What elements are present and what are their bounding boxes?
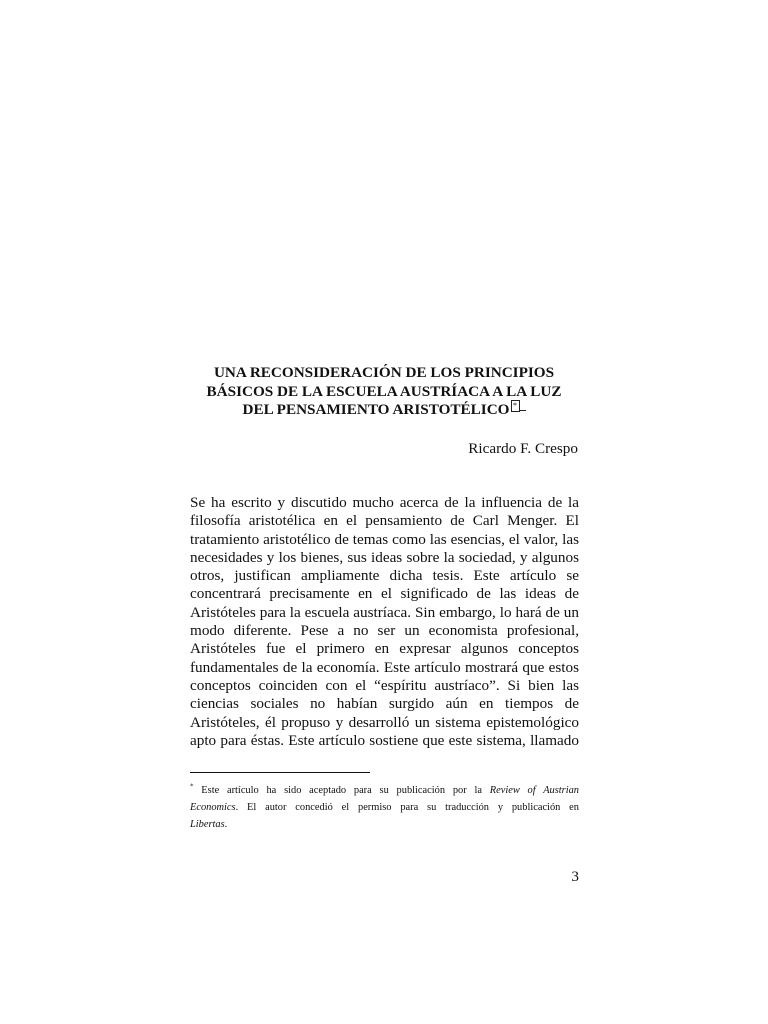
body-line: necesidades y los bienes, sus ideas sobre la sociedad, y algunos: [190, 548, 579, 566]
footnote-marker: *: [190, 782, 194, 791]
body-line: otros, justifican ampliamente dicha tesis. Este artículo se: [190, 567, 579, 585]
footnote: [190, 782, 579, 833]
title-line-3: [190, 401, 578, 420]
footnote-text: Este artículo ha sido aceptado para su publicación por la: [201, 785, 482, 796]
footnote-line-1: [190, 782, 579, 799]
article-title: [190, 364, 578, 420]
journal-name: Review of Austrian: [489, 785, 580, 796]
footnote-text: . El autor concedió el permiso para su traducción y publicación en: [235, 802, 579, 813]
footnote-text: .: [224, 819, 228, 830]
body-line: Aristóteles fue el primero en expresar algunos conceptos: [190, 640, 579, 658]
body-line: Aristóteles para la escuela austríaca. Sin embargo, lo hará de un: [190, 603, 579, 621]
footnote-separator: [190, 772, 370, 773]
body-line: filosofía aristotélica en el pensamiento de Carl Menger. El: [190, 512, 579, 530]
journal-name-end: Economics: [190, 802, 236, 813]
author-name: Ricardo F. Crespo: [468, 440, 578, 457]
publication-name: Libertas: [190, 819, 225, 830]
body-line: tratamiento aristotélico de temas como las esencias, el valor, las: [190, 530, 579, 548]
body-line: apto para éstas. Este artículo sostiene que este sistema, llamado: [190, 731, 579, 749]
body-paragraph: [190, 494, 579, 750]
body-line: Aristóteles, él propuso y desarrolló un sistema epistemológico: [190, 713, 579, 731]
body-line: fundamentales de la economía. Este artículo mostrará que estos: [190, 658, 579, 676]
body-line: ciencias sociales no habían surgido aún en tiempos de: [190, 695, 579, 713]
footnote-line-2: [190, 799, 579, 816]
title-line-3-text: DEL PENSAMIENTO ARISTOTÉLICO: [242, 401, 510, 418]
title-line-2: BÁSICOS DE LA ESCUELA AUSTRÍACA A LA LUZ: [206, 382, 562, 400]
body-line: Se ha escrito y discutido mucho acerca de la influencia de la: [190, 494, 579, 511]
page-number: 3: [571, 868, 579, 885]
text-cursor: [520, 400, 526, 411]
title-footnote-marker[interactable]: *: [511, 400, 520, 412]
body-line: conceptos coinciden con el “espíritu austríaco”. Si bien las: [190, 676, 579, 694]
body-line: concentrará precisamente en el significado de las ideas de: [190, 585, 579, 603]
title-line-1: UNA RECONSIDERACIÓN DE LOS PRINCIPIOS: [213, 364, 555, 381]
footnote-line-3: [190, 816, 579, 833]
body-line: modo diferente. Pese a no ser un economista profesional,: [190, 622, 579, 640]
